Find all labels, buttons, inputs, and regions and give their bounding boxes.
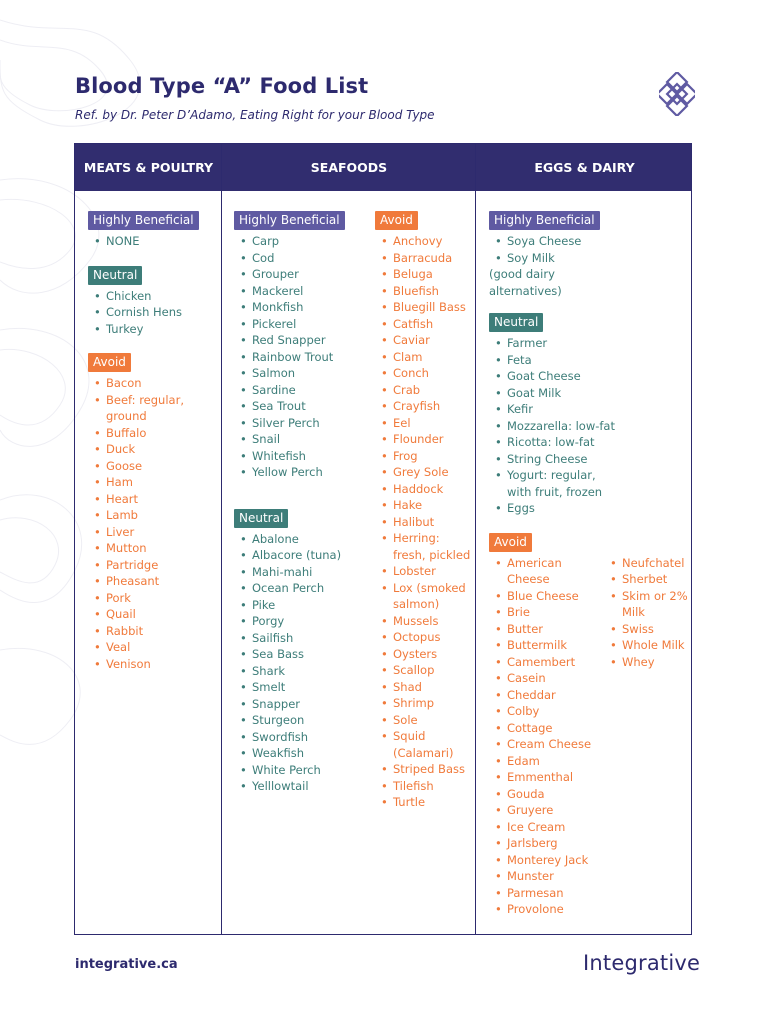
list-item: • Goat Milk <box>489 385 619 402</box>
list-item: • Jarlsberg <box>489 835 604 852</box>
column-divider <box>475 144 476 934</box>
avoid-badge: Avoid <box>375 211 418 230</box>
neutral-badge: Neutral <box>489 313 543 332</box>
list-item: • Quail <box>88 606 218 623</box>
list-item: • Ocean Perch <box>234 580 364 597</box>
list-item: • Cream Cheese <box>489 736 604 753</box>
list-item: • Mussels <box>375 613 473 630</box>
list-item: • Goat Cheese <box>489 368 619 385</box>
list-item: • Shrimp <box>375 695 473 712</box>
list-item: • Emmenthal <box>489 769 604 786</box>
list-item: • Scallop <box>375 662 473 679</box>
list-item: • Bluegill Bass <box>375 299 473 316</box>
header-eggs-dairy: EGGS & DAIRY <box>534 160 635 175</box>
list-item: • Provolone <box>489 901 604 918</box>
list-item: • Neufchatel <box>604 555 689 572</box>
list-item: • Whey <box>604 654 689 671</box>
seafoods-left-column <box>234 209 364 806</box>
footer-brand-logo: Integrative <box>583 951 701 975</box>
list-item: • Eel <box>375 415 473 432</box>
list-item: • Buttermilk <box>489 637 604 654</box>
list-item: • Sea Trout <box>234 398 364 415</box>
list-item: • Oysters <box>375 646 473 663</box>
food-list <box>489 335 619 517</box>
list-item: • String Cheese <box>489 451 619 468</box>
food-list <box>88 288 218 338</box>
page-header <box>75 74 435 122</box>
food-list <box>489 555 604 918</box>
list-item: • Farmer <box>489 335 619 352</box>
list-item: • Haddock <box>375 481 473 498</box>
list-item: • Mackerel <box>234 283 364 300</box>
list-item: • Octopus <box>375 629 473 646</box>
food-list <box>604 555 689 918</box>
highly-beneficial-badge: Highly Beneficial <box>88 211 199 230</box>
list-item: • Weakfish <box>234 745 364 762</box>
list-item: • Rabbit <box>88 623 218 640</box>
list-item: • Brie <box>489 604 604 621</box>
list-item: • Pickerel <box>234 316 364 333</box>
meats-neutral <box>88 264 218 338</box>
table-header <box>75 144 691 191</box>
list-item: • Sea Bass <box>234 646 364 663</box>
food-table <box>74 143 692 935</box>
list-item: • Crayfish <box>375 398 473 415</box>
food-list <box>375 233 473 811</box>
seafoods-highly-beneficial <box>234 209 364 481</box>
neutral-badge: Neutral <box>88 266 142 285</box>
dairy-avoid <box>489 531 689 918</box>
list-item: • Swiss <box>604 621 689 638</box>
list-item: • Abalone <box>234 531 364 548</box>
seafoods-avoid <box>375 209 473 811</box>
list-item: • Venison <box>88 656 218 673</box>
list-item: • Porgy <box>234 613 364 630</box>
dairy-note: (good dairy alternatives) <box>489 267 562 298</box>
list-item: • Beluga <box>375 266 473 283</box>
meats-column <box>88 209 218 683</box>
list-item: • Catfish <box>375 316 473 333</box>
list-item: • Flounder <box>375 431 473 448</box>
list-item: • Pork <box>88 590 218 607</box>
dairy-column <box>489 209 689 929</box>
list-item: • Sturgeon <box>234 712 364 729</box>
list-item: • Chicken <box>88 288 218 305</box>
page-title: Blood Type “A” Food List <box>75 74 369 98</box>
list-item: • Buffalo <box>88 425 218 442</box>
list-item: • Camembert <box>489 654 604 671</box>
list-item: • American Cheese <box>489 555 604 588</box>
food-list <box>489 233 689 266</box>
list-item: • Gruyere <box>489 802 604 819</box>
column-divider <box>221 144 222 934</box>
list-item: • Casein <box>489 670 604 687</box>
list-item: • Rainbow Trout <box>234 349 364 366</box>
list-item: • Grey Sole <box>375 464 473 481</box>
list-item: • Sardine <box>234 382 364 399</box>
list-item: • Skim or 2% Milk <box>604 588 689 621</box>
list-item: • Ricotta: low-fat <box>489 434 619 451</box>
list-item: • Yogurt: regular, with fruit, frozen <box>489 467 619 500</box>
list-item: • Lox (smoked salmon) <box>375 580 473 613</box>
list-item: • Ice Cream <box>489 819 604 836</box>
list-item: • Monkfish <box>234 299 364 316</box>
list-item: • Cheddar <box>489 687 604 704</box>
highly-beneficial-badge: Highly Beneficial <box>489 211 600 230</box>
endless-knot-icon <box>659 72 695 116</box>
list-item: • Pheasant <box>88 573 218 590</box>
list-item: • Partridge <box>88 557 218 574</box>
list-item: • Edam <box>489 753 604 770</box>
list-item: • Bluefish <box>375 283 473 300</box>
list-item: • Cottage <box>489 720 604 737</box>
highly-beneficial-badge: Highly Beneficial <box>234 211 345 230</box>
list-item: • Carp <box>234 233 364 250</box>
list-item: • Albacore (tuna) <box>234 547 364 564</box>
dairy-highly-beneficial <box>489 209 689 299</box>
list-item: • Feta <box>489 352 619 369</box>
list-item: • Gouda <box>489 786 604 803</box>
list-item: • Monterey Jack <box>489 852 604 869</box>
list-item: • Parmesan <box>489 885 604 902</box>
list-item: • Smelt <box>234 679 364 696</box>
list-item: • Frog <box>375 448 473 465</box>
list-item: • Soy Milk <box>489 250 689 267</box>
list-item: • Whitefish <box>234 448 364 465</box>
list-item: • Caviar <box>375 332 473 349</box>
list-item: • Cod <box>234 250 364 267</box>
list-item: • Herring: fresh, pickled <box>375 530 473 563</box>
list-item: • Mahi-mahi <box>234 564 364 581</box>
list-item: • Cornish Hens <box>88 304 218 321</box>
footer-url-link[interactable]: integrative.ca <box>75 957 178 972</box>
dairy-avoid-lists <box>489 552 689 918</box>
list-item: • Sherbet <box>604 571 689 588</box>
list-item: • Pike <box>234 597 364 614</box>
list-item: • Salmon <box>234 365 364 382</box>
header-meats: MEATS & POULTRY <box>83 160 214 175</box>
list-item: • Veal <box>88 639 218 656</box>
list-item: • Beef: regular, ground <box>88 392 218 425</box>
list-item: • Munster <box>489 868 604 885</box>
list-item: • Heart <box>88 491 218 508</box>
list-item: • Tilefish <box>375 778 473 795</box>
seafoods-neutral <box>234 507 364 795</box>
dairy-neutral <box>489 311 689 517</box>
header-seafoods: SEAFOODS <box>310 160 388 175</box>
list-item: • Conch <box>375 365 473 382</box>
list-item: • Yelllowtail <box>234 778 364 795</box>
list-item: • Silver Perch <box>234 415 364 432</box>
list-item: • Colby <box>489 703 604 720</box>
list-item: • Eggs <box>489 500 619 517</box>
avoid-badge: Avoid <box>489 533 532 552</box>
list-item: • Shad <box>375 679 473 696</box>
list-item: • Squid (Calamari) <box>375 728 473 761</box>
list-item: • Red Snapper <box>234 332 364 349</box>
list-item: • Bacon <box>88 375 218 392</box>
list-item: • Liver <box>88 524 218 541</box>
list-item: • Lamb <box>88 507 218 524</box>
neutral-badge: Neutral <box>234 509 288 528</box>
list-item: • Shark <box>234 663 364 680</box>
list-item: • Blue Cheese <box>489 588 604 605</box>
list-item: • White Perch <box>234 762 364 779</box>
list-item: • Butter <box>489 621 604 638</box>
list-item: • Crab <box>375 382 473 399</box>
food-list <box>234 531 364 795</box>
list-item: • Swordfish <box>234 729 364 746</box>
list-item: • Halibut <box>375 514 473 531</box>
list-item: • Soya Cheese <box>489 233 689 250</box>
list-item: • Turtle <box>375 794 473 811</box>
seafoods-right-column <box>375 209 473 822</box>
list-item: • Lobster <box>375 563 473 580</box>
list-item: • Grouper <box>234 266 364 283</box>
list-item: • Goose <box>88 458 218 475</box>
list-item: • NONE <box>88 233 218 250</box>
list-item: • Anchovy <box>375 233 473 250</box>
list-item: • Sailfish <box>234 630 364 647</box>
food-list <box>88 375 218 672</box>
list-item: • Turkey <box>88 321 218 338</box>
list-item: • Sole <box>375 712 473 729</box>
list-item: • Snail <box>234 431 364 448</box>
food-list <box>234 233 364 481</box>
avoid-badge: Avoid <box>88 353 131 372</box>
list-item: • Kefir <box>489 401 619 418</box>
page-subtitle: Ref. by Dr. Peter D’Adamo, Eating Right for your Blood Type <box>75 108 435 122</box>
list-item: • Barracuda <box>375 250 473 267</box>
list-item: • Mutton <box>88 540 218 557</box>
food-list <box>88 233 218 250</box>
list-item: • Yellow Perch <box>234 464 364 481</box>
list-item: • Whole Milk <box>604 637 689 654</box>
list-item: • Striped Bass <box>375 761 473 778</box>
list-item: • Duck <box>88 441 218 458</box>
list-item: • Mozzarella: low-fat <box>489 418 619 435</box>
list-item: • Snapper <box>234 696 364 713</box>
meats-highly-beneficial <box>88 209 218 250</box>
list-item: • Hake <box>375 497 473 514</box>
meats-avoid <box>88 351 218 672</box>
list-item: • Ham <box>88 474 218 491</box>
list-item: • Clam <box>375 349 473 366</box>
